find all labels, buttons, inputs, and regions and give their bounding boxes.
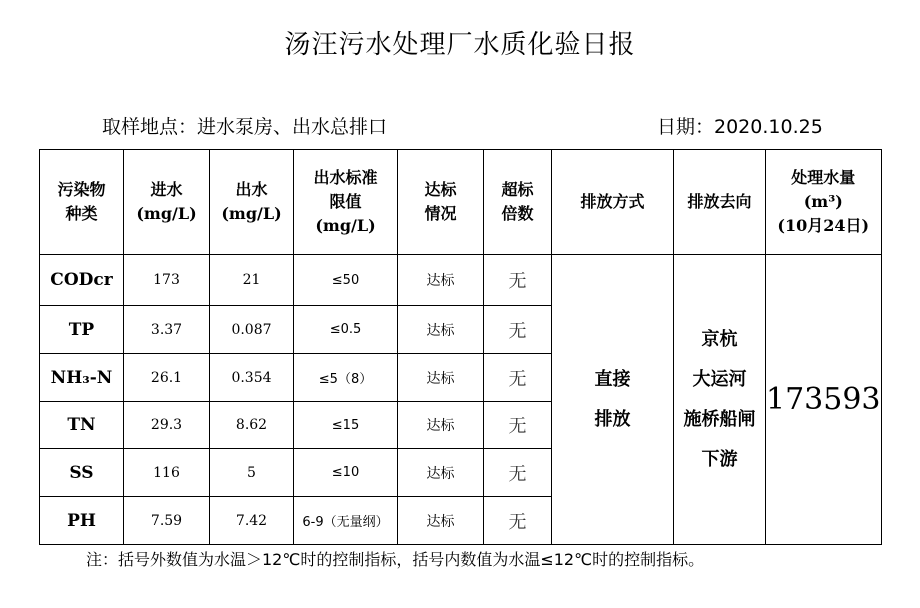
- inflow-value: 116: [124, 449, 210, 497]
- exceed-factor: 无: [484, 449, 552, 497]
- sampling-location: 取样地点：进水泵房、出水总排口: [102, 116, 388, 138]
- pollutant-name: TN: [40, 402, 124, 449]
- inflow-value: 7.59: [124, 497, 210, 545]
- exceed-factor: 无: [484, 255, 552, 306]
- standard-limit: ≤10: [294, 449, 398, 497]
- exceed-factor: 无: [484, 354, 552, 402]
- pollutant-name: PH: [40, 497, 124, 545]
- header-pollutant: 污染物 种类: [40, 150, 124, 255]
- inflow-value: 29.3: [124, 402, 210, 449]
- header-row: [40, 150, 882, 255]
- compliance-status: 达标: [398, 306, 484, 354]
- exceed-factor: 无: [484, 402, 552, 449]
- compliance-status: 达标: [398, 255, 484, 306]
- standard-limit: ≤5（8）: [294, 354, 398, 402]
- compliance-status: 达标: [398, 449, 484, 497]
- pollutant-name: SS: [40, 449, 124, 497]
- outflow-value: 0.087: [210, 306, 294, 354]
- header-compliance: 达标 情况: [398, 150, 484, 255]
- header-standard-limit: 出水标准 限值 (mg/L): [294, 150, 398, 255]
- standard-limit: ≤0.5: [294, 306, 398, 354]
- outflow-value: 5: [210, 449, 294, 497]
- treated-volume: 173593: [766, 255, 882, 545]
- report-title: 汤汪污水处理厂水质化验日报: [284, 30, 636, 60]
- outflow-value: 7.42: [210, 497, 294, 545]
- compliance-status: 达标: [398, 402, 484, 449]
- table-row: [40, 255, 882, 306]
- water-quality-table: [39, 149, 882, 545]
- exceed-factor: 无: [484, 306, 552, 354]
- header-outflow: 出水 (mg/L): [210, 150, 294, 255]
- compliance-status: 达标: [398, 354, 484, 402]
- outflow-value: 8.62: [210, 402, 294, 449]
- pollutant-name: NH₃-N: [40, 354, 124, 402]
- outflow-value: 21: [210, 255, 294, 306]
- pollutant-name: CODcr: [40, 255, 124, 306]
- header-discharge-direction: 排放去向: [674, 150, 766, 255]
- compliance-status: 达标: [398, 497, 484, 545]
- pollutant-name: TP: [40, 306, 124, 354]
- standard-limit: ≤50: [294, 255, 398, 306]
- header-treated-volume: 处理水量 (m³) (10月24日): [766, 150, 882, 255]
- inflow-value: 3.37: [124, 306, 210, 354]
- inflow-value: 26.1: [124, 354, 210, 402]
- header-inflow: 进水 (mg/L): [124, 150, 210, 255]
- inflow-value: 173: [124, 255, 210, 306]
- header-discharge-method: 排放方式: [552, 150, 674, 255]
- discharge-direction: 京杭 大运河 施桥船闸 下游: [674, 255, 766, 545]
- report-date: 日期：2020.10.25: [657, 116, 823, 138]
- exceed-factor: 无: [484, 497, 552, 545]
- discharge-method: 直接 排放: [552, 255, 674, 545]
- outflow-value: 0.354: [210, 354, 294, 402]
- header-exceed-factor: 超标 倍数: [484, 150, 552, 255]
- standard-limit: 6-9（无量纲）: [294, 497, 398, 545]
- standard-limit: ≤15: [294, 402, 398, 449]
- footnote: 注：括号外数值为水温＞12℃时的控制指标，括号内数值为水温≤12℃时的控制指标。: [86, 550, 705, 569]
